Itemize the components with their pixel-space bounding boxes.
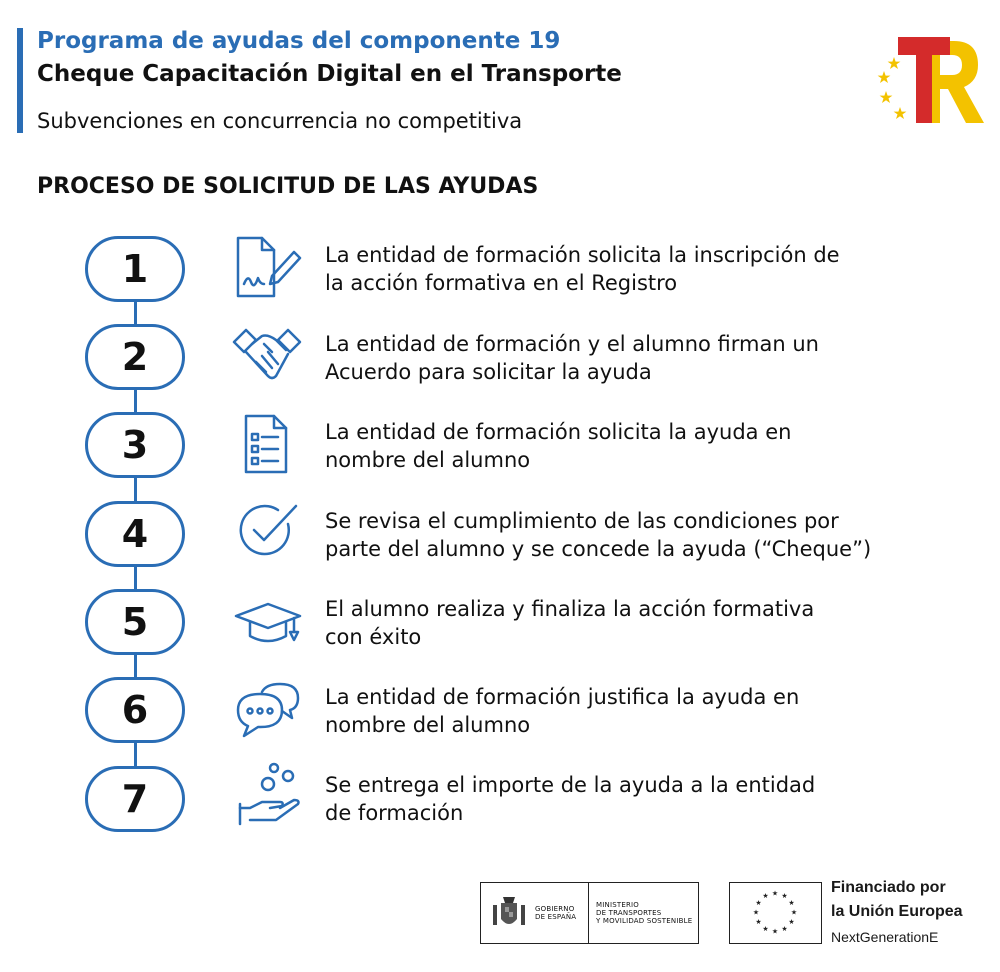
- step-7-line-2: de formación: [325, 801, 464, 825]
- eu-star: ★: [788, 918, 795, 926]
- section-title: PROCESO DE SOLICITUD DE LAS AYUDAS: [37, 174, 539, 199]
- eu-star: ★: [790, 908, 798, 917]
- eu-star: ★: [762, 892, 769, 900]
- hand-coins-icon: [232, 760, 302, 826]
- step-7-line-1: Se entrega el importe de la ayuda a la entidad: [325, 773, 816, 797]
- eu-star: ★: [755, 918, 762, 926]
- step-6-number: 6: [85, 677, 185, 743]
- coat-of-arms-icon: [489, 893, 529, 933]
- step-5-line-1: El alumno realiza y finaliza la acción formativa: [325, 597, 815, 621]
- step-4-line-2: parte del alumno y se concede la ayuda (“Cheque”): [325, 537, 872, 561]
- eu-funding-line-2: la Unión Europea: [831, 903, 963, 920]
- ministry-label-1: MINISTERIO: [596, 901, 639, 909]
- government-of-spain-block: [481, 883, 589, 943]
- signed-document-icon: [232, 234, 302, 300]
- step-2-line-1: La entidad de formación y el alumno firman un: [325, 332, 819, 356]
- step-1-number: 1: [85, 236, 185, 302]
- program-title: Programa de ayudas del componente 19: [37, 28, 561, 54]
- header-accent-bar: [17, 28, 23, 133]
- gov-label-1: GOBIERNO: [535, 905, 575, 913]
- step-6-description: [325, 683, 975, 739]
- eu-star: ★: [752, 908, 760, 917]
- eu-stars-icon: [730, 883, 820, 942]
- step-4-line-1: Se revisa el cumplimiento de las condiciones por: [325, 509, 839, 533]
- step-7-number: 7: [85, 766, 185, 832]
- check-circle-icon: [232, 498, 302, 564]
- eu-star: ★: [762, 925, 769, 933]
- gov-label-2: DE ESPAÑA: [535, 913, 577, 921]
- step-3-line-2: nombre del alumno: [325, 448, 531, 472]
- step-2-line-2: Acuerdo para solicitar la ayuda: [325, 360, 652, 384]
- ministry-label-2: DE TRANSPORTES: [596, 909, 662, 917]
- eu-star: ★: [788, 899, 795, 907]
- eu-star: ★: [771, 927, 779, 936]
- step-3-description: [325, 418, 975, 474]
- step-2-number: 2: [85, 324, 185, 390]
- step-2-description: [325, 330, 975, 386]
- step-1-line-1: La entidad de formación solicita la inscripción de: [325, 243, 840, 267]
- step-3-number: 3: [85, 412, 185, 478]
- logo-stars: [878, 57, 907, 119]
- program-type: Subvenciones en concurrencia no competitiva: [37, 109, 523, 133]
- step-5-description: [325, 595, 975, 651]
- eu-star: ★: [781, 925, 788, 933]
- step-4-description: [325, 507, 975, 563]
- ministry-logo: [480, 882, 699, 944]
- eu-star: ★: [771, 889, 779, 898]
- ministry-label-3: Y MOVILIDAD SOSTENIBLE: [596, 917, 693, 925]
- step-3-line-1: La entidad de formación solicita la ayuda en: [325, 420, 792, 444]
- step-5-number: 5: [85, 589, 185, 655]
- recovery-plan-logo: [872, 33, 988, 129]
- handshake-icon: [232, 322, 302, 388]
- chat-bubbles-icon: [232, 676, 302, 742]
- eu-flag: [729, 882, 822, 944]
- step-1-description: [325, 241, 975, 297]
- eu-funding-line-3: NextGenerationE: [831, 929, 939, 945]
- checklist-document-icon: [232, 410, 302, 476]
- program-subtitle: Cheque Capacitación Digital en el Transporte: [37, 61, 622, 87]
- step-4-number: 4: [85, 501, 185, 567]
- step-5-line-2: con éxito: [325, 625, 422, 649]
- eu-star: ★: [781, 892, 788, 900]
- graduation-cap-icon: [232, 588, 302, 654]
- step-6-line-1: La entidad de formación justifica la ayuda en: [325, 685, 800, 709]
- eu-funding-line-1: Financiado por: [831, 879, 946, 896]
- step-7-description: [325, 771, 975, 827]
- step-6-line-2: nombre del alumno: [325, 713, 531, 737]
- eu-star: ★: [755, 899, 762, 907]
- ministry-name-block: [589, 883, 698, 943]
- step-1-line-2: la acción formativa en el Registro: [325, 271, 678, 295]
